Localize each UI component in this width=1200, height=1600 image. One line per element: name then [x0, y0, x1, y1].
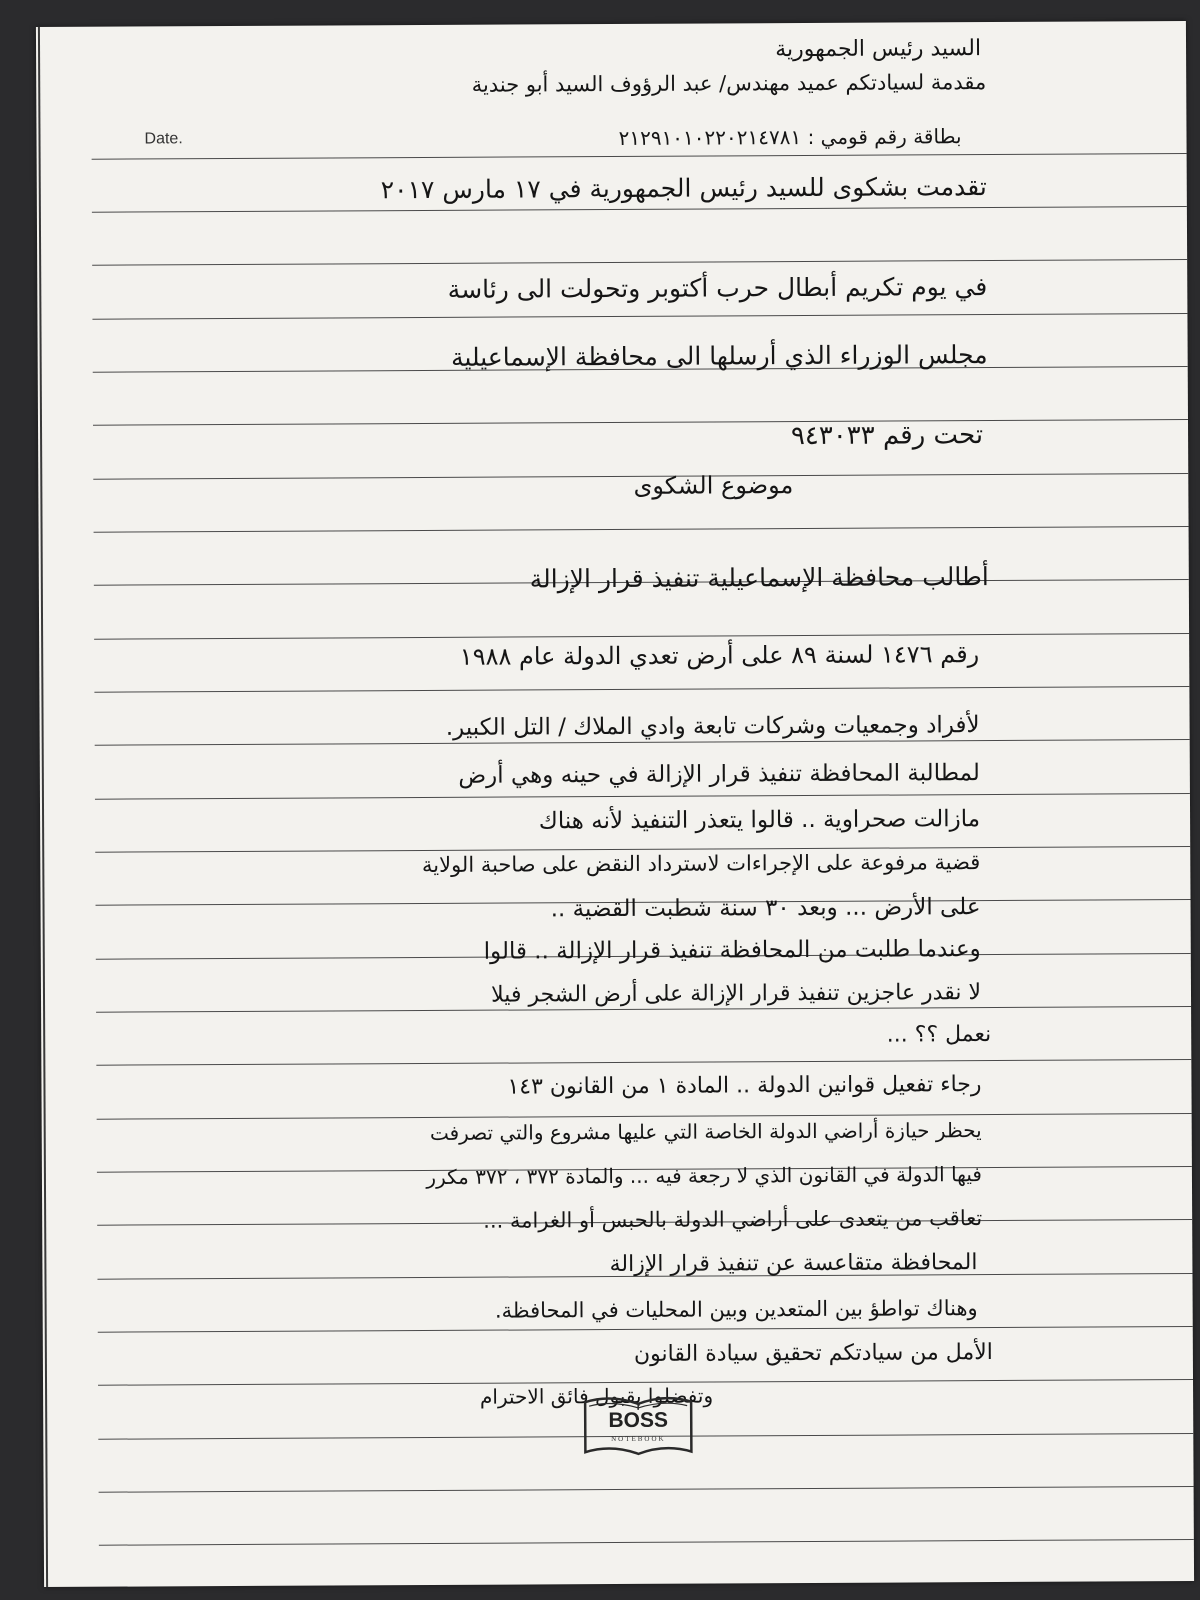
body-line: نعمل ؟؟ ... [886, 1022, 992, 1048]
ruled-line [92, 259, 1187, 266]
body-line: مازالت صحراوية .. قالوا يتعذر التنفيذ لأنه هناك [538, 806, 981, 835]
body-line: في يوم تكريم أبطال حرب أكتوبر وتحولت الى رئاسة [447, 272, 988, 304]
ruled-line [94, 633, 1189, 640]
body-line: رقم ١٤٧٦ لسنة ٨٩ على أرض تعدي الدولة عام ١٩٨٨ [459, 640, 980, 671]
ruled-line [94, 686, 1189, 693]
ruled-line [97, 1113, 1192, 1120]
date-label: Date. [144, 130, 183, 148]
body-line: المحافظة متقاعسة عن تنفيذ قرار الإزالة [609, 1250, 978, 1278]
body-line: تقدمت بشكوى للسيد رئيس الجمهورية في ١٧ مارس ٢٠١٧ [380, 172, 987, 205]
body-line: تحت رقم ٩٤٣٠٣٣ [790, 420, 984, 452]
body-line: أطالب محافظة الإسماعيلية تنفيذ قرار الإزالة [529, 562, 989, 594]
body-line: لا نقدر عاجزين تنفيذ قرار الإزالة على أرض الشجر فيلا [491, 980, 982, 1008]
boss-notebook-logo [579, 1392, 697, 1463]
margin-line [38, 27, 48, 1587]
addressee-line: السيد رئيس الجمهورية [775, 36, 982, 63]
logo-brand: BOSS [608, 1408, 669, 1433]
subject-heading: موضوع الشكوى [633, 471, 794, 500]
ruled-line [95, 739, 1190, 746]
body-line: الأمل من سيادتكم تحقيق سيادة القانون [633, 1340, 993, 1367]
body-line: يحظر حيازة أراضي الدولة الخاصة التي عليها مشروع والتي تصرفت [429, 1118, 982, 1145]
body-line: لأفراد وجمعيات وشركات تابعة وادي الملاك / التل الكبير. [445, 712, 980, 741]
ruled-line [94, 526, 1189, 533]
body-line: رجاء تفعيل قوانين الدولة .. المادة ١ من القانون ١٤٣ [507, 1072, 982, 1100]
body-line: تعاقب من يتعدى على أراضي الدولة بالحبس أو الغرامة ... [483, 1206, 983, 1233]
body-line: قضية مرفوعة على الإجراءات لاسترداد النقض على صاحبة الولاية [421, 850, 981, 878]
ruled-line [93, 419, 1188, 426]
notebook-page [36, 21, 1194, 1587]
ruled-line [98, 1326, 1193, 1333]
body-line: على الأرض ... وبعد ٣٠ سنة شطبت القضية .. [550, 894, 981, 923]
ruled-line [96, 1006, 1191, 1013]
logo-subtitle: NOTEBOOK [611, 1434, 666, 1444]
body-line: فيها الدولة في القانون الذي لا رجعة فيه ... والمادة ٣٧٢ ، ٣٧٢ مكرر [426, 1162, 983, 1189]
body-line: وعندما طلبت من المحافظة تنفيذ قرار الإزالة .. قالوا [483, 936, 981, 965]
body-line: لمطالبة المحافظة تنفيذ قرار الإزالة في حينه وهي أرض [458, 760, 980, 789]
id-card-line: بطاقة رقم قومي : ٢١٢٩١٠١٠٢٢٠٢١٤٧٨١ [618, 124, 962, 150]
ruled-line [95, 793, 1190, 800]
closing-line: وتفضلوا بقبول فائق الاحترام [479, 1383, 714, 1409]
body-line: مجلس الوزراء الذي أرسلها الى محافظة الإسماعيلية [450, 340, 988, 372]
ruled-line [92, 153, 1187, 160]
submitter-line: مقدمة لسيادتكم عميد مهندس/ عبد الرؤوف السيد أبو جندية [471, 70, 987, 97]
ruled-line [96, 1059, 1191, 1066]
body-line: وهناك تواطؤ بين المتعدين وبين المحليات في المحافظة. [494, 1296, 978, 1323]
ruled-line [92, 313, 1187, 320]
ruled-line [99, 1486, 1194, 1493]
ruled-line [99, 1539, 1194, 1546]
ruled-line [92, 206, 1187, 213]
